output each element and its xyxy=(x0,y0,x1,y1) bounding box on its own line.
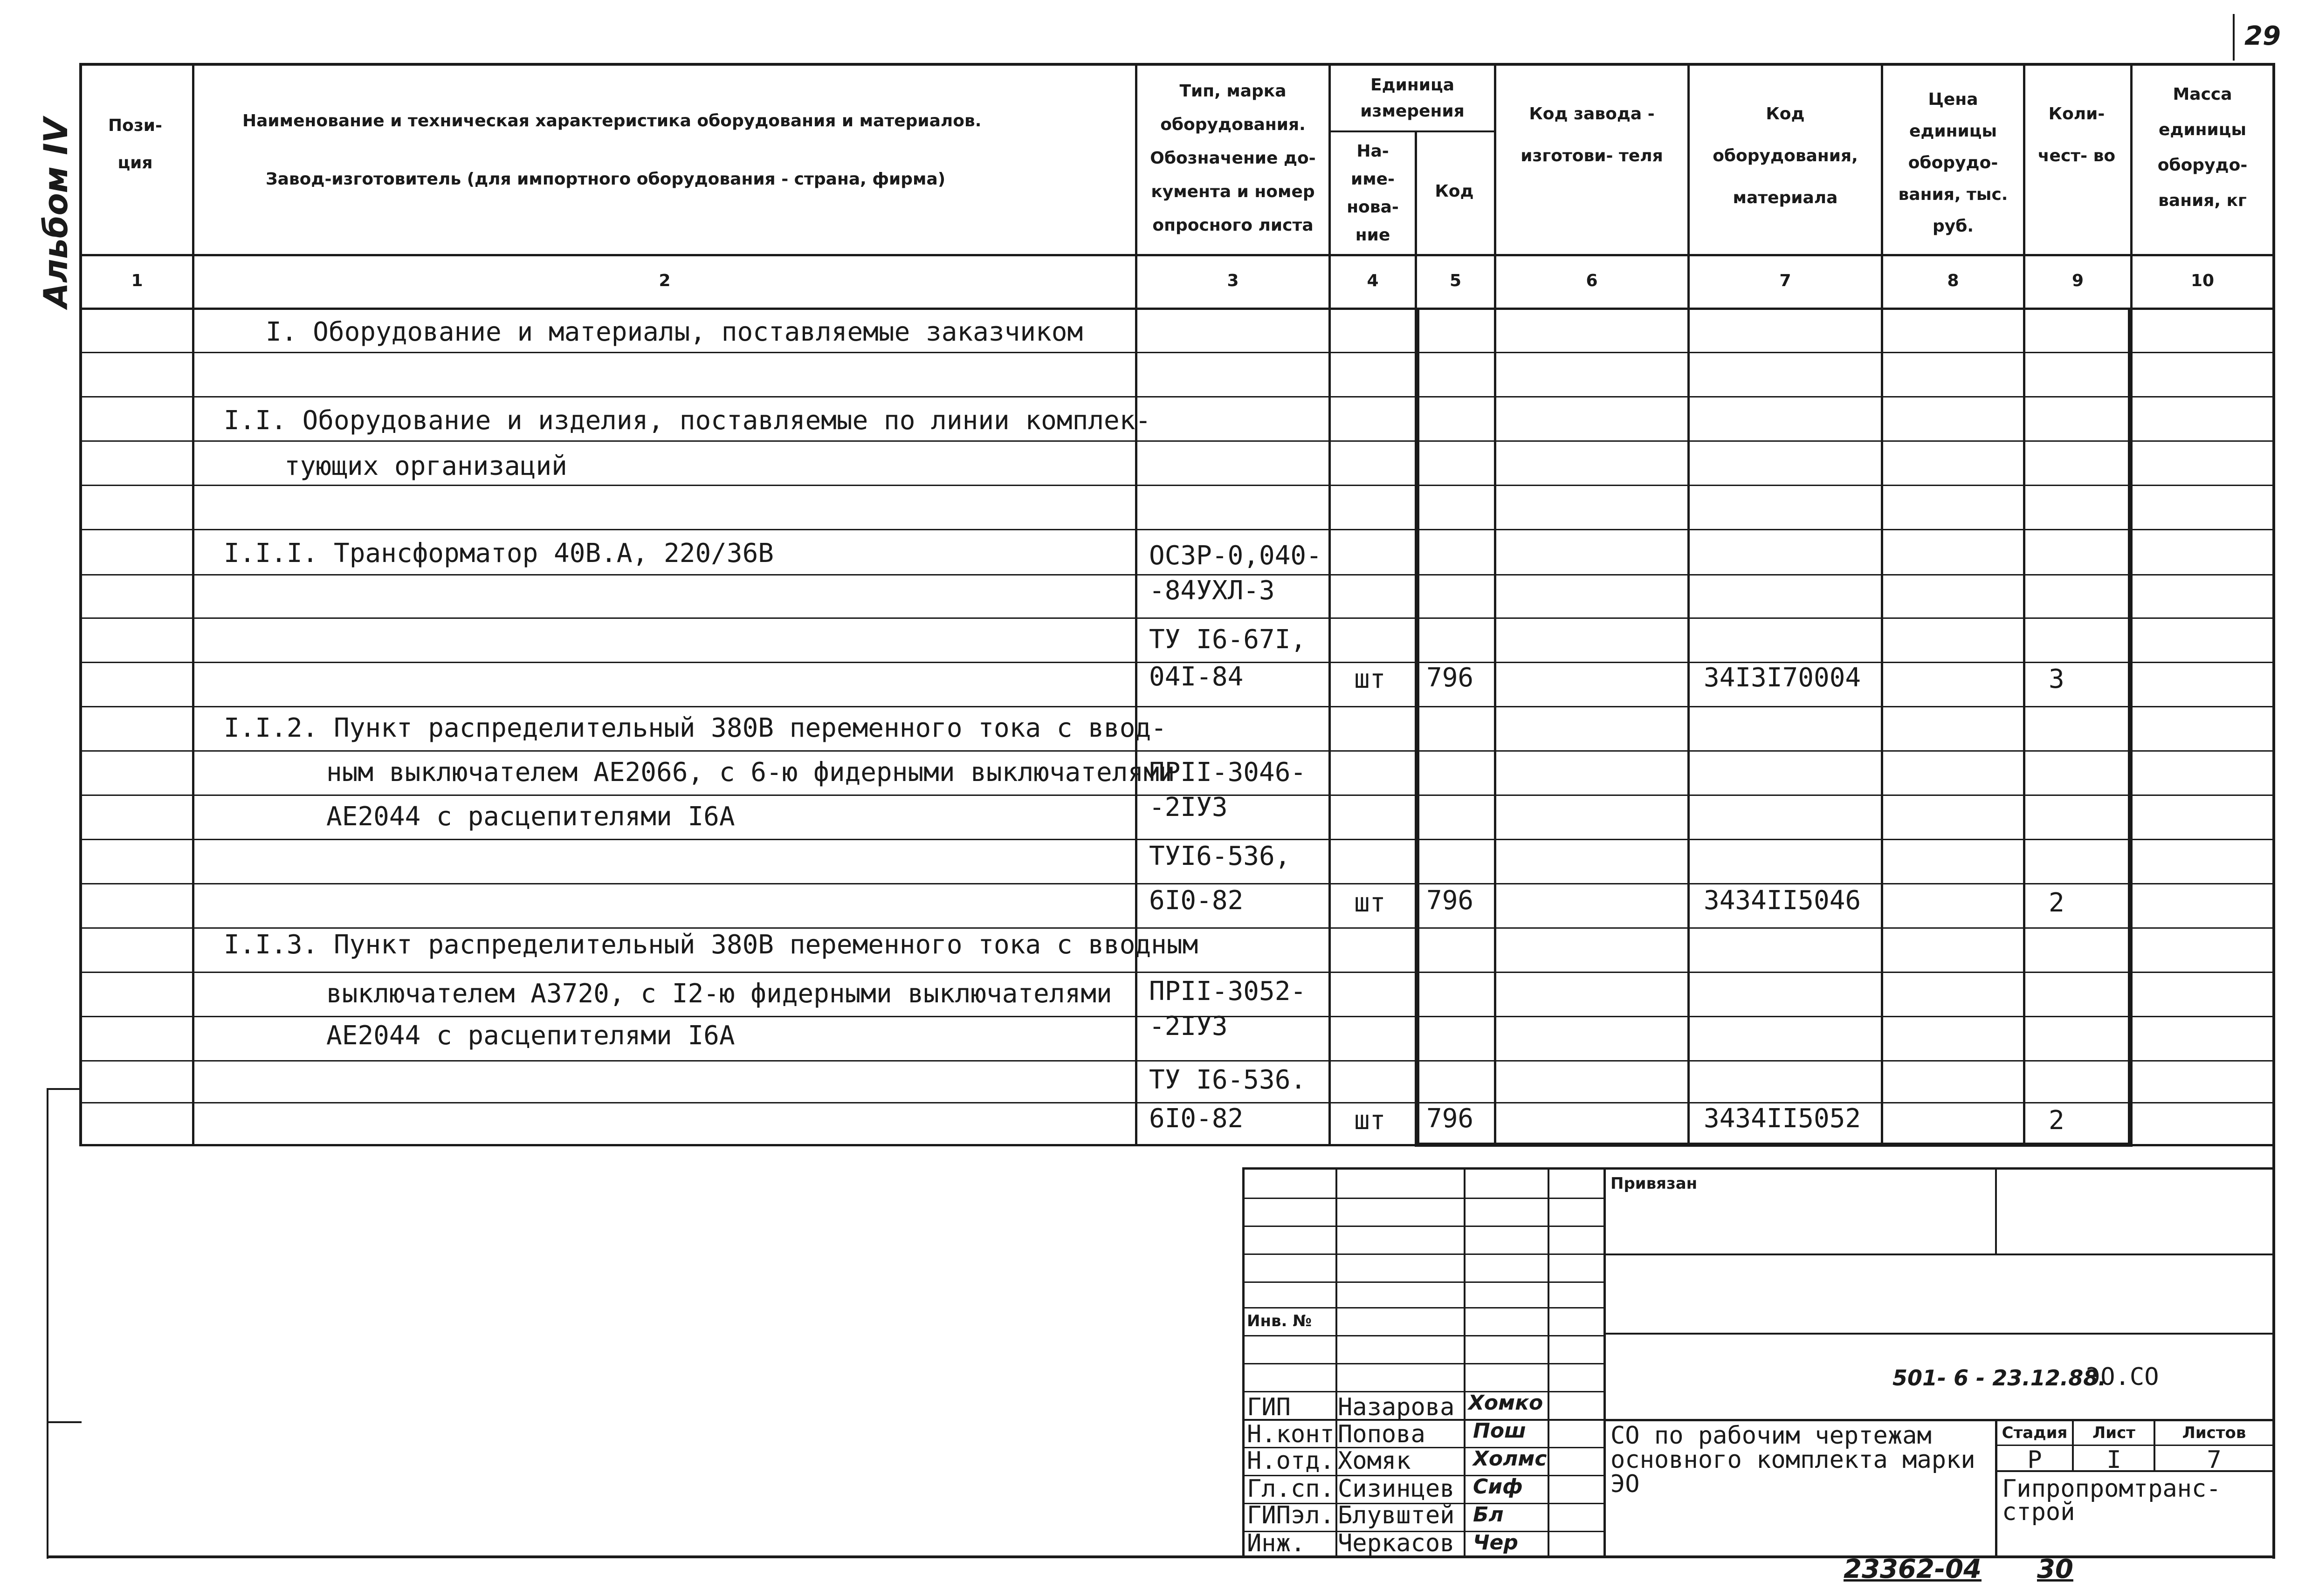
name-4: Сизинцев xyxy=(1338,1475,1455,1503)
bottom-page-number: 30 xyxy=(2037,1554,2073,1584)
item-2-name-b: ным выключателем АЕ2066, с 6-ю фидерными выключателями xyxy=(326,757,1175,788)
name-5: Блувштей xyxy=(1338,1501,1455,1529)
item-2-type-a: ПРII-3046- xyxy=(1149,757,1307,788)
header-name-line2: Завод-изготовитель (для импортного оборудования - страна, фирма) xyxy=(266,170,946,189)
item-2-name-c: АЕ2044 с расцепителями I6А xyxy=(326,801,735,832)
col-number-1: 1 xyxy=(131,271,143,290)
signature-1: Хомко xyxy=(1468,1391,1543,1415)
header-position: Пози- ция xyxy=(108,116,162,172)
item-2-equip-code: 3434II5046 xyxy=(1704,885,1861,916)
doc-code-handwritten: 501- 6 - 23.12.88. xyxy=(1892,1365,2106,1391)
signature-3: Холмс xyxy=(1473,1447,1547,1471)
header-unit-group: Единица измерения xyxy=(1360,75,1465,121)
item-2-unit: шт xyxy=(1354,888,1386,918)
item-3-type-a: ПРII-3052- xyxy=(1149,976,1307,1007)
item-1-type-a: ОСЗР-0,040- xyxy=(1149,541,1322,571)
role-1: ГИП xyxy=(1247,1393,1291,1421)
section-1-1-title-a: I.I. Оборудование и изделия, поставляемые по линии комплек- xyxy=(224,405,1151,436)
name-1: Назарова xyxy=(1338,1393,1455,1421)
header-mass: Масса единицы оборудо- вания, кг xyxy=(2157,85,2248,210)
inv-label: Инв. № xyxy=(1247,1312,1312,1330)
bottom-archive-code: 23362-04 xyxy=(1844,1554,1982,1584)
item-1-name: I.I.I. Трансформатор 40В.А, 220/36В xyxy=(224,538,774,569)
item-1-type-c: ТУ I6-67I, xyxy=(1149,624,1307,655)
organization: Гипропромтранс- строй xyxy=(2002,1475,2221,1526)
section-1-1-title-b: тующих организаций xyxy=(284,451,567,481)
item-1-unit: шт xyxy=(1354,664,1386,694)
page-number: 29 xyxy=(2244,21,2281,51)
header-price: Цена единицы оборудо- вания, тыс. руб. xyxy=(1898,90,2008,236)
sheets-value: 7 xyxy=(2207,1446,2222,1474)
col-number-6: 6 xyxy=(1586,271,1598,290)
bound-label: Привязан xyxy=(1610,1174,1698,1193)
item-3-qty: 2 xyxy=(2049,1105,2064,1136)
signature-2: Пош xyxy=(1473,1419,1526,1443)
header-name-line1: Наименование и техническая характеристика оборудования и материалов. xyxy=(242,111,982,130)
name-6: Черкасов xyxy=(1338,1529,1455,1557)
item-1-equip-code: 34I3I70004 xyxy=(1704,663,1861,693)
item-3-type-c: ТУ I6-536. xyxy=(1149,1065,1307,1095)
album-label: Альбом IV xyxy=(37,117,75,308)
signature-4: Сиф xyxy=(1473,1475,1523,1499)
item-2-type-b: -2IУ3 xyxy=(1149,792,1228,822)
col-number-5: 5 xyxy=(1449,271,1462,290)
name-3: Хомяк xyxy=(1338,1447,1411,1475)
item-1-qty: 3 xyxy=(2049,664,2064,694)
col-number-10: 10 xyxy=(2190,271,2215,290)
item-2-type-d: 6I0-82 xyxy=(1149,885,1244,916)
role-2: Н.конт xyxy=(1247,1420,1335,1448)
item-3-type-d: 6I0-82 xyxy=(1149,1103,1244,1134)
item-3-equip-code: 3434II5052 xyxy=(1704,1103,1861,1134)
role-5: ГИПэл. xyxy=(1247,1501,1335,1529)
item-2-qty: 2 xyxy=(2049,888,2064,918)
header-unit-name: На- име- нова- ние xyxy=(1347,142,1399,245)
item-3-code: 796 xyxy=(1426,1103,1474,1134)
role-3: Н.отд. xyxy=(1247,1447,1335,1475)
item-3-type-b: -2IУ3 xyxy=(1149,1011,1228,1041)
section-1-title: I. Оборудование и материалы, поставляемые заказчиком xyxy=(266,317,1083,347)
stage-value: Р xyxy=(2027,1446,2042,1474)
sheet-label: Лист xyxy=(2092,1424,2135,1442)
item-3-name-b: выключателем А3720, с I2-ю фидерными выключателями xyxy=(326,979,1112,1009)
doc-code: ЭО.СО xyxy=(2086,1363,2159,1391)
header-unit-code: Код xyxy=(1435,182,1474,201)
col-number-2: 2 xyxy=(659,271,671,290)
signature-6: Чер xyxy=(1473,1531,1518,1555)
header-equip-code: Код оборудования, материала xyxy=(1713,104,1858,207)
item-1-type-b: -84УХЛ-3 xyxy=(1149,575,1275,606)
header-maker-code: Код завода - изготови- теля xyxy=(1521,104,1663,165)
header-qty: Коли- чест- во xyxy=(2037,104,2116,165)
item-1-type-d: 04I-84 xyxy=(1149,662,1244,692)
item-2-code: 796 xyxy=(1426,885,1474,916)
signature-5: Бл xyxy=(1473,1503,1504,1527)
item-1-code: 796 xyxy=(1426,663,1474,693)
document-description: СО по рабочим чертежам основного комплекта марки ЭО xyxy=(1610,1422,1975,1498)
item-2-type-c: ТУI6-536, xyxy=(1149,841,1291,871)
stage-label: Стадия xyxy=(2002,1424,2068,1442)
item-3-name-c: АЕ2044 с расцепителями I6А xyxy=(326,1021,735,1051)
role-6: Инж. xyxy=(1247,1529,1306,1557)
col-number-7: 7 xyxy=(1779,271,1791,290)
col-number-9: 9 xyxy=(2071,271,2084,290)
sheet-value: I xyxy=(2106,1446,2121,1474)
col-number-8: 8 xyxy=(1947,271,1959,290)
col-number-3: 3 xyxy=(1227,271,1239,290)
name-2: Попова xyxy=(1338,1420,1425,1448)
role-4: Гл.сп. xyxy=(1247,1475,1335,1503)
item-3-name-a: I.I.3. Пункт распределительный 380В переменного тока с вводным xyxy=(224,930,1198,960)
item-2-name-a: I.I.2. Пункт распределительный 380В переменного тока с ввод- xyxy=(224,713,1167,743)
header-type: Тип, марка оборудования. Обозначение до- кумента и номер опросного листа xyxy=(1150,82,1316,235)
item-3-unit: шт xyxy=(1354,1105,1386,1136)
col-number-4: 4 xyxy=(1367,271,1379,290)
sheets-label: Листов xyxy=(2182,1424,2246,1442)
